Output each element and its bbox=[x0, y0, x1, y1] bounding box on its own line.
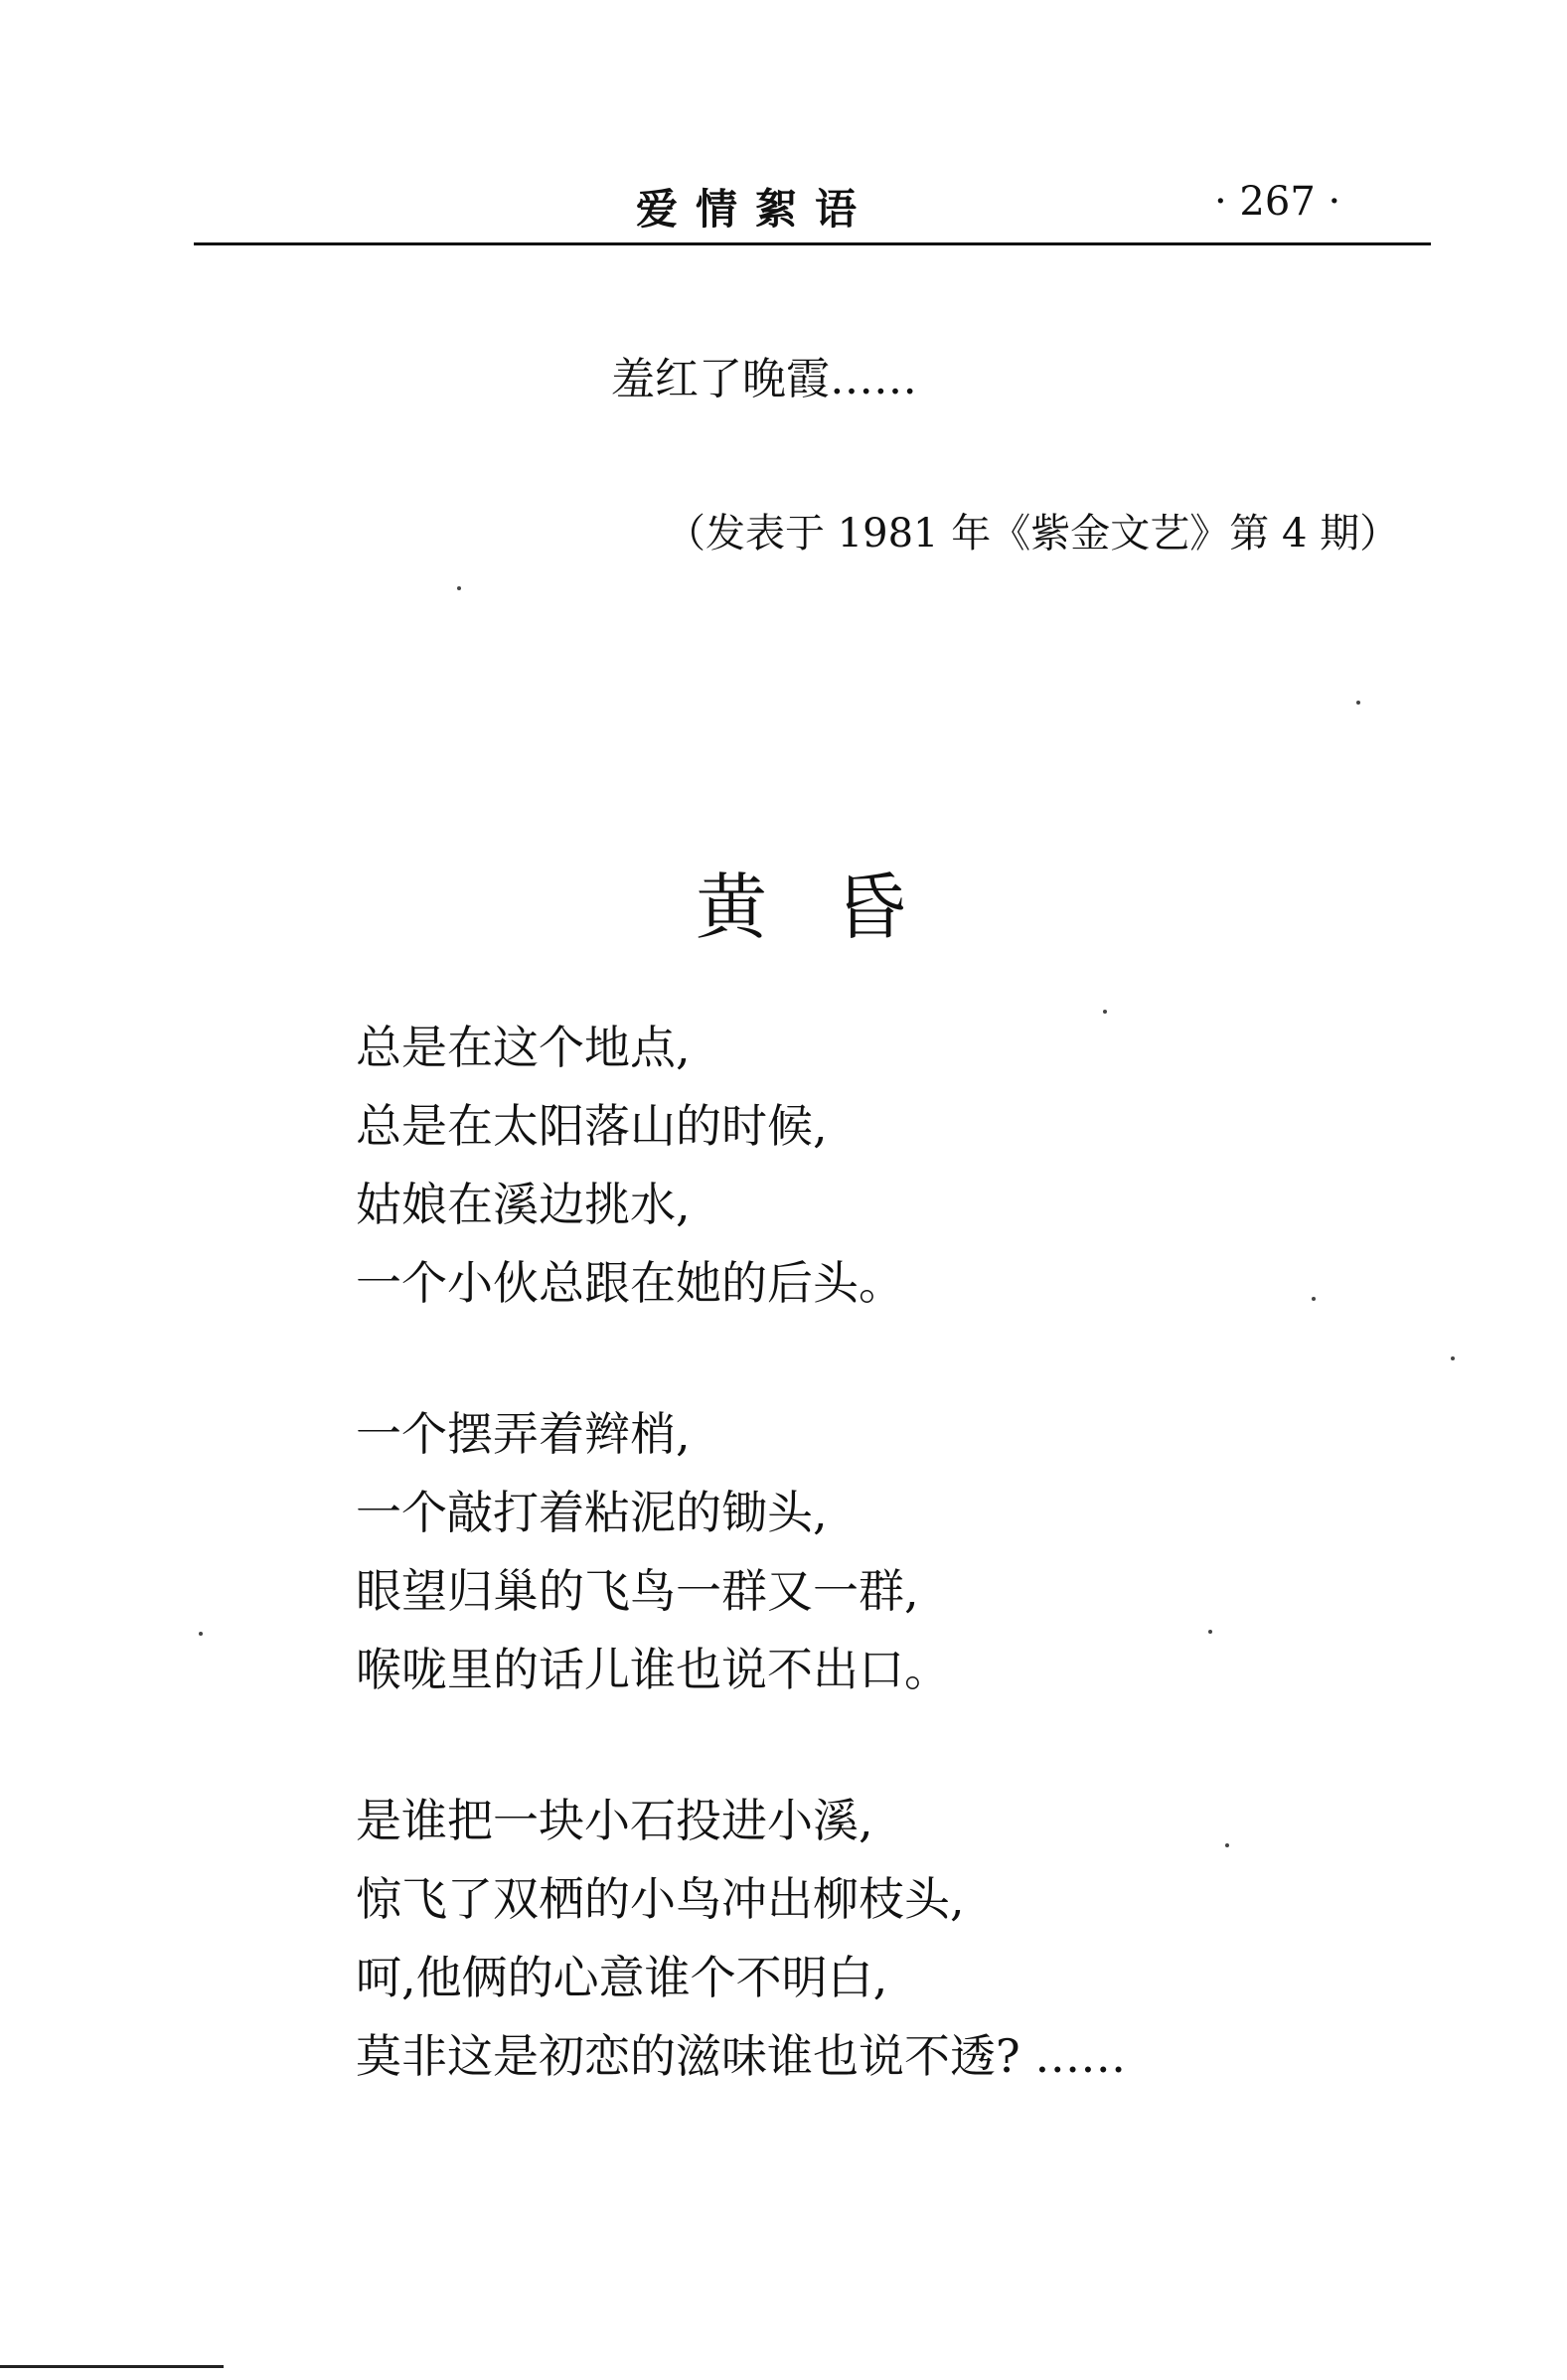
running-header-title: 爱情絮语 bbox=[636, 185, 875, 234]
scan-speck bbox=[1356, 701, 1360, 705]
poem-line: 是谁把一块小石投进小溪, bbox=[356, 1794, 873, 1847]
scan-speck bbox=[1225, 1843, 1229, 1847]
scan-speck bbox=[1208, 1630, 1212, 1634]
publication-note: （发表于 1981 年《紫金文艺》第 4 期） bbox=[666, 511, 1400, 556]
scan-speck bbox=[1103, 1010, 1107, 1014]
scan-speck bbox=[1451, 1356, 1455, 1360]
stanza-1 bbox=[356, 1009, 1399, 1323]
poem-line: 一个敲打着粘泥的锄头, bbox=[356, 1486, 828, 1539]
poem-line: 姑娘在溪边挑水, bbox=[356, 1178, 691, 1231]
poem-line: 一个摆弄着辫梢, bbox=[356, 1407, 691, 1461]
stanza-3 bbox=[356, 1782, 1399, 2096]
header-rule bbox=[194, 242, 1431, 245]
scan-speck bbox=[457, 586, 461, 590]
footer-edge-mark bbox=[0, 2365, 224, 2368]
poem-line: 一个小伙总跟在她的后头。 bbox=[356, 1256, 904, 1310]
poem-line: 总是在太阳落山的时候, bbox=[356, 1099, 828, 1153]
scan-speck bbox=[199, 1632, 203, 1636]
scan-speck bbox=[1312, 1297, 1316, 1301]
poem-line: 喉咙里的话儿谁也说不出口。 bbox=[356, 1643, 950, 1696]
page-number: · 267 · bbox=[1214, 179, 1341, 225]
poem-title: 黄昏 bbox=[696, 866, 975, 949]
stanza-2 bbox=[356, 1395, 1399, 1709]
poem-body bbox=[356, 1009, 1399, 2168]
poem-line: 莫非这是初恋的滋味谁也说不透? …… bbox=[356, 2029, 1127, 2083]
poem-line: 眼望归巢的飞鸟一群又一群, bbox=[356, 1564, 919, 1618]
previous-poem-last-line: 羞红了晚霞…… bbox=[611, 354, 917, 404]
poem-line: 惊飞了双栖的小鸟冲出柳枝头, bbox=[356, 1872, 965, 1926]
poem-line: 总是在这个地点, bbox=[356, 1021, 691, 1074]
poem-line: 呵,他俩的心意谁个不明白, bbox=[356, 1951, 888, 2004]
